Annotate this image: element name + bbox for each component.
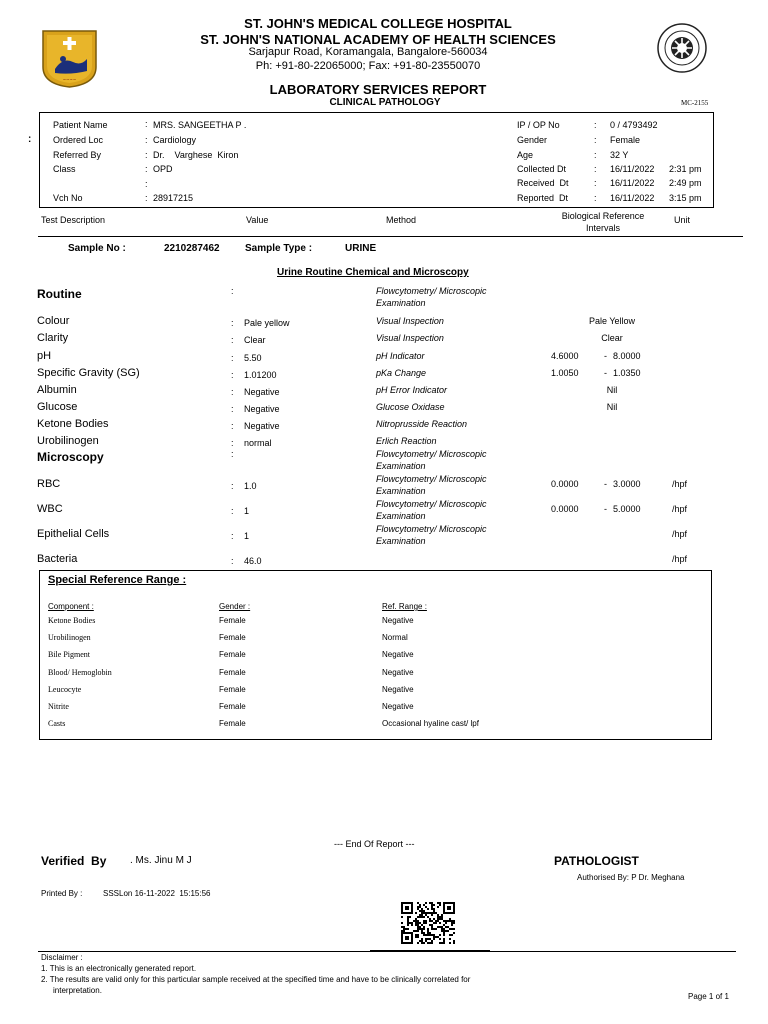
result-unit: /hpf <box>672 529 688 539</box>
result-name: Ketone Bodies <box>37 418 109 430</box>
class-label: Class <box>53 164 76 174</box>
colon: : <box>231 404 234 414</box>
reported-time: 3:15 pm <box>669 193 702 203</box>
received-date: 16/11/2022 <box>610 178 655 188</box>
colon: : <box>231 481 234 491</box>
special-gender: Female <box>219 719 246 728</box>
result-method-line2: Examination <box>376 298 426 308</box>
result-method: pH Error Indicator <box>376 385 448 395</box>
reported-date: 16/11/2022 <box>610 193 655 203</box>
special-gender: Female <box>219 616 246 625</box>
result-name: WBC <box>37 503 63 515</box>
result-value: Negative <box>244 404 280 414</box>
ref-high: 8.0000 <box>613 351 641 361</box>
colon: : <box>145 193 148 203</box>
colon: : <box>231 387 234 397</box>
result-name: pH <box>37 350 52 362</box>
ref-low: 4.6000 <box>551 351 579 361</box>
col-test-description: Test Description <box>41 215 106 225</box>
ref-dash: - <box>604 351 607 361</box>
ref-text: Pale Yellow <box>588 316 636 326</box>
result-value: 1 <box>244 506 250 516</box>
colon: : <box>231 318 234 328</box>
authorised-by: Authorised By: P Dr. Meghana <box>577 873 685 882</box>
special-gender: Female <box>219 633 246 642</box>
report-subtitle: CLINICAL PATHOLOGY <box>329 97 441 108</box>
collected-date: 16/11/2022 <box>610 164 655 174</box>
result-method: Nitroprusside Reaction <box>376 419 468 429</box>
result-name: Albumin <box>37 384 77 396</box>
class-value: OPD <box>153 164 173 174</box>
colon: : <box>231 421 234 431</box>
colon: : <box>594 178 597 188</box>
colon: : <box>145 135 148 145</box>
colon: : <box>145 179 148 189</box>
colon: : <box>231 449 234 459</box>
received-time: 2:49 pm <box>669 178 702 188</box>
sample-type-label: Sample Type : <box>245 243 313 254</box>
result-name: Epithelial Cells <box>37 528 110 540</box>
special-ref-range: Negative <box>382 685 414 694</box>
special-ref-range: Negative <box>382 616 414 625</box>
ordered-loc: Cardiology <box>153 135 197 145</box>
disclaimer-line-3: interpretation. <box>53 986 102 995</box>
ref-text: Nil <box>606 402 618 412</box>
col-reference-line1: Biological Reference <box>561 211 645 221</box>
ref-high: 5.0000 <box>613 504 641 514</box>
special-range-title: Special Reference Range : <box>48 574 187 586</box>
patient-name: MRS. SANGEETHA P . <box>153 120 247 130</box>
colon: : <box>594 164 597 174</box>
result-value: Negative <box>244 387 280 397</box>
ref-low: 1.0050 <box>551 368 579 378</box>
result-method-line2: Examination <box>376 461 426 471</box>
special-component: Leucocyte <box>48 685 82 694</box>
result-value: Clear <box>244 335 266 345</box>
stray-colon: : <box>28 134 32 145</box>
ref-low: 0.0000 <box>551 479 579 489</box>
svg-text:~~~~: ~~~~ <box>62 77 77 82</box>
result-name: Colour <box>37 315 70 327</box>
result-method: pH Indicator <box>376 351 425 361</box>
result-name: Bacteria <box>37 553 78 565</box>
collected-label: Collected Dt <box>517 164 567 174</box>
special-range-box <box>39 570 712 740</box>
result-method: Visual Inspection <box>376 316 444 326</box>
patient-name-label: Patient Name <box>53 120 108 130</box>
result-method: Glucose Oxidase <box>376 402 445 412</box>
ordered-loc-label: Ordered Loc <box>53 135 104 145</box>
result-name: Routine <box>37 287 82 301</box>
special-gender: Female <box>219 650 246 659</box>
result-value: 46.0 <box>244 556 262 566</box>
disclaimer-line-1: 1. This is an electronically generated report. <box>41 964 197 973</box>
hospital-contact: Ph: +91-80-22065000; Fax: +91-80-23550070 <box>255 60 481 72</box>
special-gender: Female <box>219 685 246 694</box>
academy-name: ST. JOHN'S NATIONAL ACADEMY OF HEALTH SCIENCES <box>200 32 556 47</box>
special-ref-range: Negative <box>382 650 414 659</box>
special-ref-range: Negative <box>382 702 414 711</box>
result-unit: /hpf <box>672 479 688 489</box>
result-method: Visual Inspection <box>376 333 444 343</box>
section-title: Urine Routine Chemical and Microscopy <box>277 267 469 278</box>
colon: : <box>594 193 597 203</box>
colon: : <box>594 120 597 130</box>
result-value: 1.01200 <box>244 370 277 380</box>
ref-text: Clear <box>601 333 623 343</box>
result-value: Pale yellow <box>244 318 290 328</box>
accreditation-code: MC-2155 <box>681 99 709 107</box>
col-reference <box>548 210 658 234</box>
sample-type: URINE <box>345 243 377 254</box>
ip-op-label: IP / OP No <box>517 120 560 130</box>
col-ref-range: Ref. Range : <box>382 602 427 611</box>
result-name: Glucose <box>37 401 78 413</box>
printed-by: SSSLon 16-11-2022 15:15:56 <box>103 889 211 898</box>
result-method: Flowcytometry/ Microscopic <box>376 524 487 534</box>
sample-no-label: Sample No : <box>68 243 126 254</box>
colon: : <box>145 119 148 129</box>
colon: : <box>231 335 234 345</box>
age-label: Age <box>517 150 534 160</box>
special-gender: Female <box>219 702 246 711</box>
col-gender: Gender : <box>219 602 251 611</box>
result-name: Urobilinogen <box>37 435 99 447</box>
result-value: Negative <box>244 421 280 431</box>
colon: : <box>231 506 234 516</box>
ref-text: Nil <box>606 385 618 395</box>
printed-by-label: Printed By : <box>41 889 83 898</box>
special-component: Urobilinogen <box>48 633 91 642</box>
result-method: pKa Change <box>376 368 427 378</box>
gender-label: Gender <box>517 135 548 145</box>
hospital-name: ST. JOHN'S MEDICAL COLLEGE HOSPITAL <box>244 16 512 31</box>
vch-no-label: Vch No <box>53 193 83 203</box>
result-method: Flowcytometry/ Microscopic <box>376 286 487 296</box>
colon: : <box>231 556 234 566</box>
gender: Female <box>610 135 641 145</box>
referred-by: Dr. Varghese Kiron <box>153 150 239 160</box>
result-method: Flowcytometry/ Microscopic <box>376 474 487 484</box>
result-value: 1 <box>244 531 250 541</box>
result-method: Flowcytometry/ Microscopic <box>376 449 487 459</box>
sample-no: 2210287462 <box>164 243 220 254</box>
special-gender: Female <box>219 668 246 677</box>
result-value: normal <box>244 438 272 448</box>
referred-by-label: Referred By <box>53 150 102 160</box>
col-component: Component : <box>48 602 94 611</box>
disclaimer-title: Disclaimer : <box>41 953 83 962</box>
special-ref-range: Negative <box>382 668 414 677</box>
col-reference-line2: Intervals <box>585 223 620 233</box>
result-method-line2: Examination <box>376 511 426 521</box>
colon: : <box>231 286 234 296</box>
ref-dash: - <box>604 368 607 378</box>
result-name: Specific Gravity (SG) <box>37 367 140 379</box>
ref-high: 3.0000 <box>613 479 641 489</box>
col-method: Method <box>386 215 417 225</box>
special-component: Blood/ Hemoglobin <box>48 668 112 677</box>
colon: : <box>594 135 597 145</box>
disclaimer-line-2: 2. The results are valid only for this particular sample received at the specified time and have to be clinically correlated for <box>41 975 471 984</box>
ref-high: 1.0350 <box>613 368 641 378</box>
result-name: RBC <box>37 478 61 490</box>
special-component: Casts <box>48 719 66 728</box>
end-of-report: --- End Of Report --- <box>334 839 415 849</box>
colon: : <box>231 438 234 448</box>
col-value: Value <box>246 215 269 225</box>
qr-code-icon <box>401 902 455 944</box>
report-title: LABORATORY SERVICES REPORT <box>269 82 487 97</box>
ref-dash: - <box>604 504 607 514</box>
page-number: Page 1 of 1 <box>688 992 729 1001</box>
result-value: 1.0 <box>244 481 257 491</box>
verified-by-label: Verified By <box>41 854 107 868</box>
colon: : <box>145 150 148 160</box>
colon: : <box>594 150 597 160</box>
special-ref-range: Occasional hyaline cast/ lpf <box>382 719 479 728</box>
col-unit: Unit <box>674 215 691 225</box>
verified-by: . Ms. Jinu M J <box>130 855 192 866</box>
received-label: Received Dt <box>517 178 569 188</box>
reported-label: Reported Dt <box>517 193 569 203</box>
collected-time: 2:31 pm <box>669 164 702 174</box>
special-ref-range: Normal <box>382 633 408 642</box>
colon: : <box>231 353 234 363</box>
header-divider <box>38 236 743 237</box>
colon: : <box>231 370 234 380</box>
pathologist-title: PATHOLOGIST <box>554 854 639 868</box>
ip-op: 0 / 4793492 <box>610 120 658 130</box>
result-method-line2: Examination <box>376 536 426 546</box>
result-method: Erlich Reaction <box>376 436 437 446</box>
vch-no: 28917215 <box>153 193 194 203</box>
result-value: 5.50 <box>244 353 262 363</box>
ref-low: 0.0000 <box>551 504 579 514</box>
result-method-line2: Examination <box>376 486 426 496</box>
hospital-address: Sarjapur Road, Koramangala, Bangalore-560034 <box>248 46 488 58</box>
result-name: Clarity <box>37 332 69 344</box>
result-name: Microscopy <box>37 450 104 464</box>
result-method: Flowcytometry/ Microscopic <box>376 499 487 509</box>
result-unit: /hpf <box>672 504 688 514</box>
special-component: Nitrite <box>48 702 69 711</box>
special-component: Ketone Bodies <box>48 616 96 625</box>
age: 32 Y <box>610 150 629 160</box>
colon: : <box>145 164 148 174</box>
footer-divider <box>38 951 736 952</box>
result-unit: /hpf <box>672 554 688 564</box>
special-component: Bile Pigment <box>48 650 90 659</box>
ref-dash: - <box>604 479 607 489</box>
colon: : <box>231 531 234 541</box>
